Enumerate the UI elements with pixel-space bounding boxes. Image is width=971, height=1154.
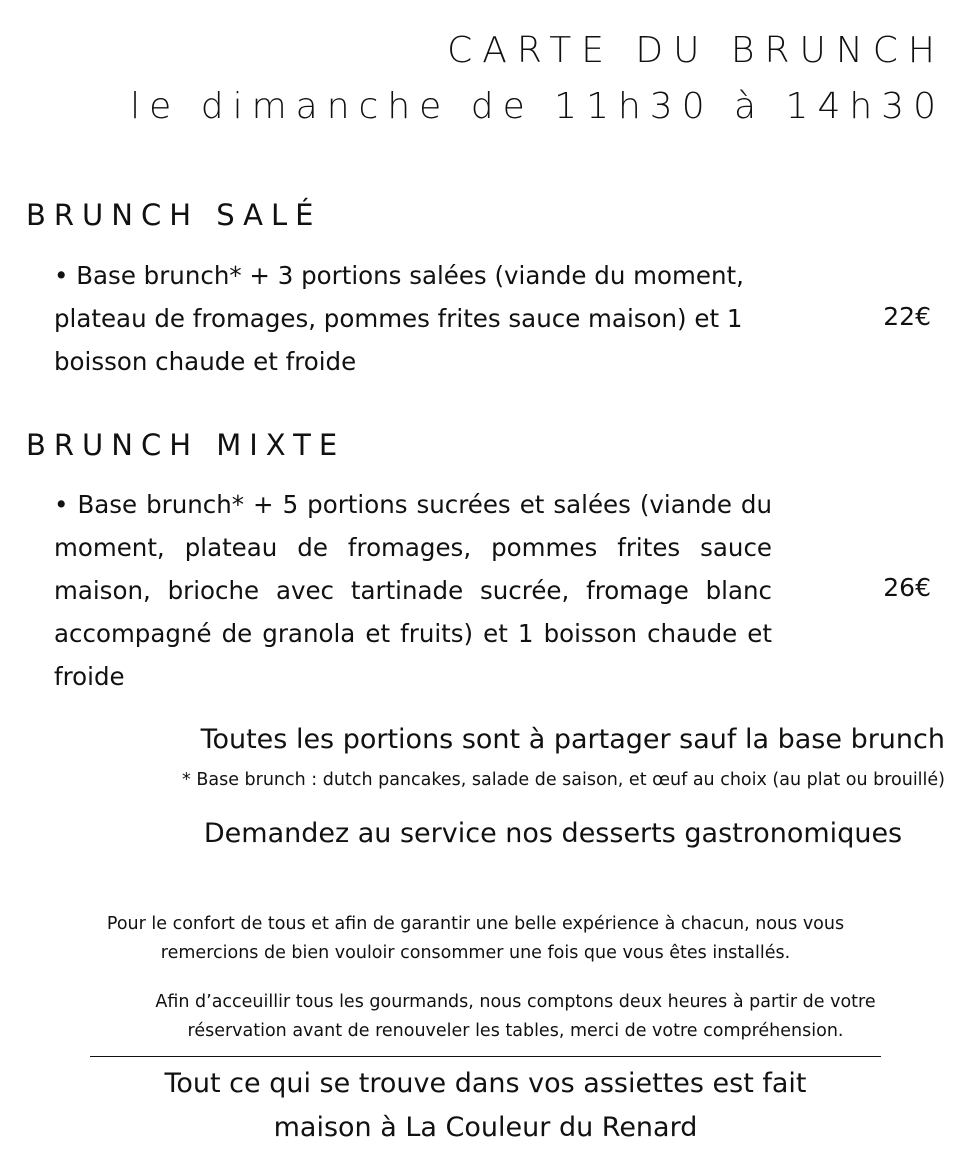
section-description-brunch-mixte: • Base brunch* + 5 portions sucrées et salées (viande du moment, plateau de fromages, pommes frites sauce maison, brioche avec tartinade sucrée, fromage blanc accompagné de granola et fruits) et 1 boisson chaude et froide — [54, 490, 772, 691]
comfort-notice-line-2: remercions de bien vouloir consommer une fois que vous êtes installés. — [160, 943, 791, 963]
menu-title: CARTE DU BRUNCH — [447, 30, 945, 71]
price-brunch-mixte: 26€ — [883, 573, 931, 602]
homemade-line-1: Tout ce qui se trouve dans vos assiettes est fait — [164, 1068, 807, 1099]
price-brunch-sale: 22€ — [883, 302, 931, 331]
sharing-note: Toutes les portions sont à partager sauf la base brunch — [200, 724, 945, 755]
tables-notice — [30, 988, 971, 1046]
homemade-statement — [0, 1062, 971, 1150]
section-heading-brunch-sale: BRUNCH SALÉ — [26, 198, 322, 232]
menu-subtitle: le dimanche de 11h30 à 14h30 — [130, 86, 945, 127]
tables-notice-line-2: réservation avant de renouveler les tables, merci de votre compréhension. — [187, 1021, 844, 1041]
section-heading-brunch-mixte: BRUNCH MIXTE — [26, 428, 346, 462]
desserts-note: Demandez au service nos desserts gastronomiques — [203, 818, 903, 849]
comfort-notice-line-1: Pour le confort de tous et afin de garantir une belle expérience à chacun, nous vous — [106, 914, 845, 934]
comfort-notice — [0, 910, 961, 968]
tables-notice-line-1: Afin d’acceuillir tous les gourmands, nous comptons deux heures à partir de votre — [155, 992, 876, 1012]
homemade-line-2: maison à La Couleur du Renard — [273, 1112, 698, 1143]
divider-line — [90, 1056, 881, 1057]
section-description-brunch-sale: • Base brunch* + 3 portions salées (viande du moment, plateau de fromages, pommes frites sauce maison) et 1 boisson chaude et froide — [54, 261, 744, 376]
base-brunch-footnote: * Base brunch : dutch pancakes, salade de saison, et œuf au choix (au plat ou brouillé) — [182, 770, 945, 790]
